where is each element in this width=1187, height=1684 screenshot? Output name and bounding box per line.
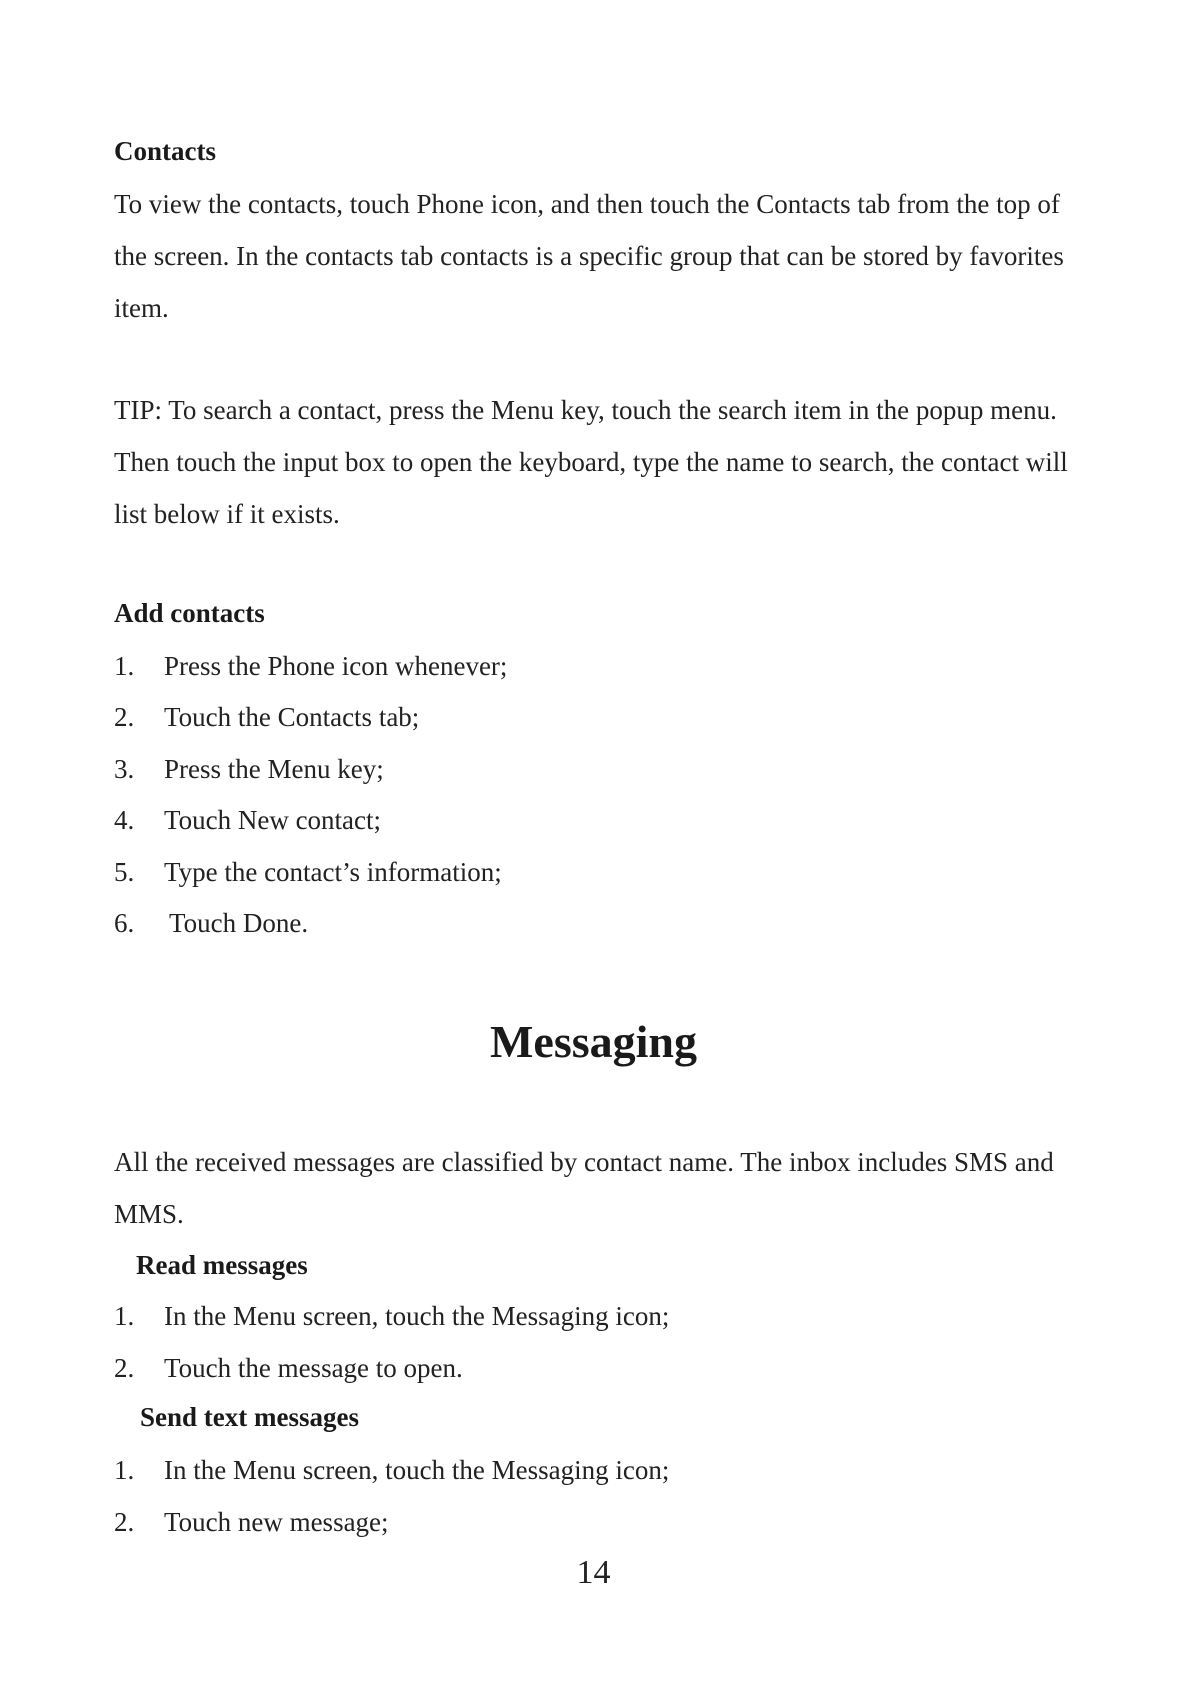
messaging-title: Messaging	[490, 1016, 697, 1067]
list-number: 2.	[114, 1353, 135, 1383]
list-number: 2.	[114, 1507, 135, 1537]
list-item	[114, 805, 1014, 839]
list-number: 1.	[114, 651, 135, 681]
list-text: In the Menu screen, touch the Messaging icon;	[164, 1455, 670, 1485]
send-text-messages-heading: Send text messages	[140, 1402, 359, 1432]
list-number: 1.	[114, 1455, 135, 1485]
list-number: 5.	[114, 857, 135, 887]
list-item	[114, 702, 1014, 736]
list-number: 4.	[114, 805, 135, 835]
list-item	[114, 1455, 1014, 1489]
contacts-tip: TIP: To search a contact, press the Menu key, touch the search item in the popup menu. Then touch the input box to open the keyboard, type the name to search, the contact will list below if it exists.	[114, 395, 1068, 529]
list-number: 2.	[114, 702, 135, 732]
list-item	[114, 754, 1014, 788]
list-number: 6.	[114, 908, 135, 938]
contacts-heading: Contacts	[114, 136, 216, 166]
list-text: Touch Done.	[169, 908, 309, 938]
read-messages-heading: Read messages	[136, 1250, 308, 1280]
contacts-paragraph: To view the contacts, touch Phone icon, and then touch the Contacts tab from the top of the screen. In the contacts tab contacts is a specific group that can be stored by favorites item.	[114, 189, 1064, 323]
list-text: Touch the message to open.	[164, 1353, 463, 1383]
list-text: Touch New contact;	[164, 805, 382, 835]
list-item	[114, 857, 1014, 891]
list-item	[114, 908, 1014, 942]
page-number: 14	[576, 1554, 611, 1591]
list-text: Press the Menu key;	[164, 754, 384, 784]
list-item	[114, 1353, 1014, 1387]
list-text: Touch the Contacts tab;	[164, 702, 420, 732]
list-number: 3.	[114, 754, 135, 784]
list-text: In the Menu screen, touch the Messaging icon;	[164, 1301, 670, 1331]
list-number: 1.	[114, 1301, 135, 1331]
list-item	[114, 1507, 1014, 1541]
list-text: Touch new message;	[164, 1507, 389, 1537]
messaging-intro: All the received messages are classified by contact name. The inbox includes SMS and MMS.	[114, 1147, 1054, 1229]
add-contacts-heading: Add contacts	[114, 598, 265, 628]
list-item	[114, 651, 1014, 685]
list-text: Press the Phone icon whenever;	[164, 651, 508, 681]
list-item	[114, 1301, 1014, 1335]
list-text: Type the contact’s information;	[164, 857, 502, 887]
